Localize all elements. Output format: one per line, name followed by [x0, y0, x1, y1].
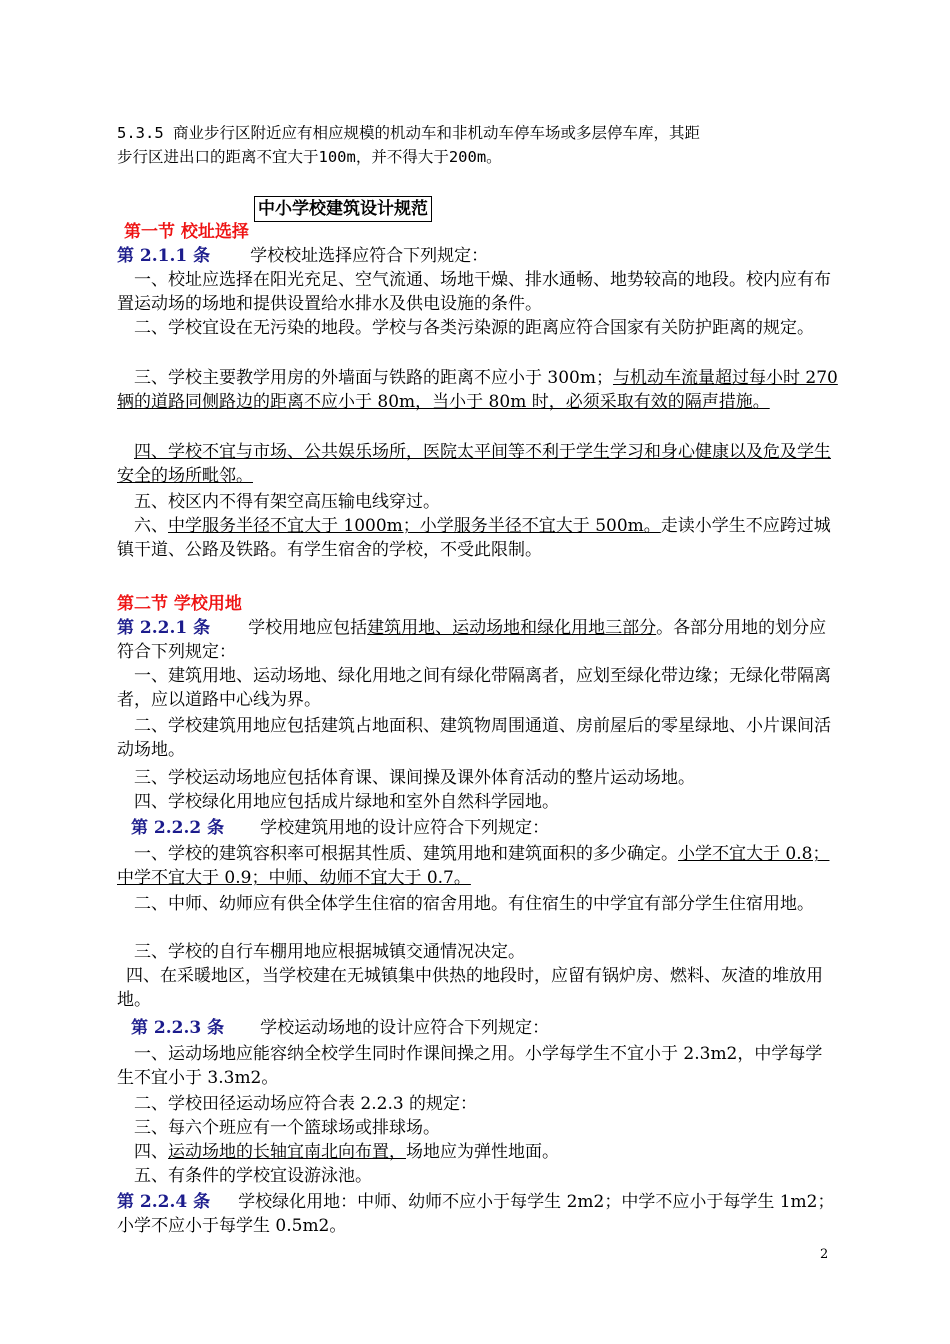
s2-2-item-2: 二、中师、幼师应有供全体学生住宿的宿舍用地。有住宿生的中学宜有部分学生住宿用地。: [134, 894, 814, 914]
s1-item-3-text: 三、学校主要教学用房的外墙面与铁路的距离不应小于 300m；: [134, 368, 613, 388]
clause-text: 学校绿化用地：中师、幼师不应小于每学生 2m2；中学不应小于每学生 1m2；小学不应小于每学生 0.5m2。: [117, 1192, 835, 1236]
s1-item-3: [117, 366, 839, 414]
doc-title: 中小学校建筑设计规范: [254, 196, 432, 222]
s1-item-1: 一、校址应选择在阳光充足、空气流通、场地干燥、排水通畅、地势较高的地段。校内应有布置运动场的场地和提供设置给水排水及供电设施的条件。: [117, 270, 831, 314]
clause-text: 学校运动场地的设计应符合下列规定：: [260, 1018, 550, 1038]
s1-item-4: 四、学校不宜与市场、公共娱乐场所，医院太平间等不利于学生学习和身心健康以及危及学生安全的场所毗邻。: [117, 442, 831, 486]
s1-item-6-prefix: 六、: [134, 516, 168, 536]
s2-3-item-4-underlined: 运动场地的长轴宜南北向布置，: [168, 1142, 406, 1162]
s2-2-item-3: 三、学校的自行车棚用地应根据城镇交通情况决定。: [134, 942, 525, 962]
s2-item-2: 二、学校建筑用地应包括建筑占地面积、建筑物周围通道、房前屋后的零星绿地、小片课间活动场地。: [117, 716, 831, 760]
s2-2-item-1: [117, 842, 839, 890]
page-number: 2: [820, 1247, 829, 1262]
s2-2-item-1-text: 一、学校的建筑容积率可根据其性质、建筑用地和建筑面积的多少确定。: [134, 844, 678, 864]
s2-2-item-4: 四、在采暖地区，当学校建在无城镇集中供热的地段时，应留有锅炉房、燃料、灰渣的堆放用地。: [117, 966, 823, 1010]
clause-label: 第 2.1.1 条: [117, 246, 211, 266]
clause-2-2-3: [131, 1016, 853, 1040]
clause-text: 学校建筑用地的设计应符合下列规定：: [260, 818, 550, 838]
clause-label: 第 2.2.3 条: [131, 1018, 225, 1038]
clause-text: 学校用地应包括: [248, 618, 368, 638]
clause-2-2-1: [117, 616, 839, 664]
s2-item-4: 四、学校绿化用地应包括成片绿地和室外自然科学园地。: [134, 792, 559, 812]
section-2-title: 第二节 学校用地: [117, 594, 242, 614]
section-1-title: 第一节 校址选择: [124, 222, 249, 242]
clause-text-underlined: 建筑用地、运动场地和绿化用地三部分: [367, 618, 657, 638]
s2-2-item-1-underlined: 小学不宜大于 0.8；中学不宜大于 0.9；中师、幼师不宜大于 0.7。: [117, 844, 830, 888]
clause-label: 第 2.2.1 条: [117, 618, 211, 638]
s2-3-item-3: 三、每六个班应有一个篮球场或排球场。: [134, 1118, 440, 1138]
intro-line-2: 步行区进出口的距离不宜大于100m，并不得大于200m。: [117, 148, 502, 166]
s2-3-item-4: [117, 1140, 839, 1164]
s2-3-item-4-prefix: 四、: [134, 1142, 168, 1162]
clause-2-2-4: [117, 1190, 839, 1238]
s2-3-item-5: 五、有条件的学校宜设游泳池。: [134, 1166, 372, 1186]
clause-2-1-1: [117, 244, 839, 268]
s2-3-item-4-text: 场地应为弹性地面。: [406, 1142, 559, 1162]
s2-item-1: 一、建筑用地、运动场地、绿化用地之间有绿化带隔离者，应划至绿化带边缘；无绿化带隔离者，应以道路中心线为界。: [117, 666, 831, 710]
s2-item-3: 三、学校运动场地应包括体育课、课间操及课外体育活动的整片运动场地。: [134, 768, 695, 788]
s2-3-item-2: 二、学校田径运动场应符合表 2.2.3 的规定：: [134, 1094, 478, 1114]
s1-item-6-text: 走读小学生不应跨过城镇干道、公路及铁路。有学生宿舍的学校，不受此限制。: [117, 516, 831, 560]
clause-2-2-2: [131, 816, 853, 840]
s1-item-3-underlined: 与机动车流量超过每小时 270 辆的道路同侧路边的距离不应小于 80m，当小于 80m 时，必须采取有效的隔声措施。: [117, 368, 838, 412]
clause-text: 学校校址选择应符合下列规定：: [250, 246, 489, 266]
s1-item-6: [117, 514, 839, 562]
clause-label: 第 2.2.4 条: [117, 1192, 211, 1212]
clause-label: 第 2.2.2 条: [131, 818, 225, 838]
s1-item-5: 五、校区内不得有架空高压输电线穿过。: [134, 492, 440, 512]
s2-3-item-1: 一、运动场地应能容纳全校学生同时作课间操之用。小学每学生不宜小于 2.3m2，中学每学生不宜小于 3.3m2。: [117, 1044, 823, 1088]
intro-line-1: 5.3.5 商业步行区附近应有相应规模的机动车和非机动车停车场或多层停车库，其距: [117, 124, 700, 142]
s1-item-2: 二、学校宜设在无污染的地段。学校与各类污染源的距离应符合国家有关防护距离的规定。: [134, 318, 814, 338]
s1-item-6-underlined: 中学服务半径不宜大于 1000m；小学服务半径不宜大于 500m。: [168, 516, 661, 536]
clause-text-end: 。各部分用地的划分应符合下列规定：: [117, 618, 827, 662]
